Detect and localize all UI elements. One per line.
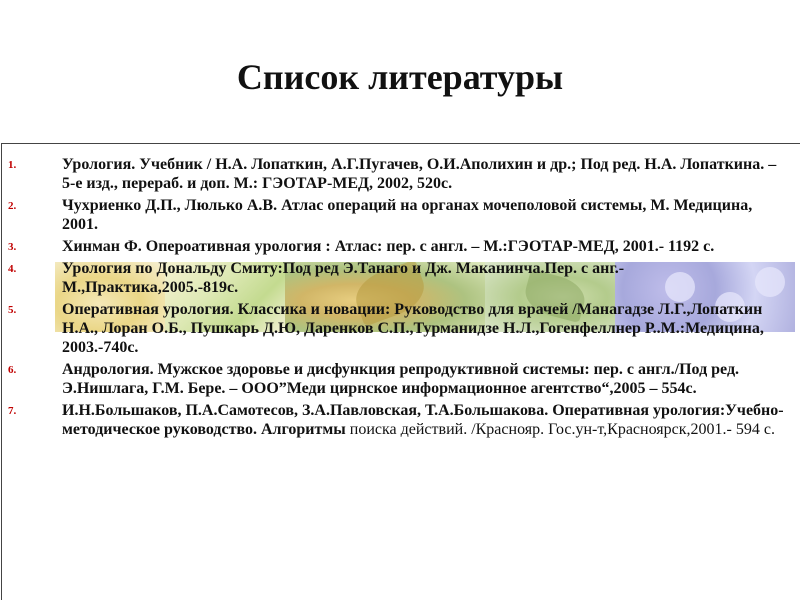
reference-item-2 <box>8 196 788 234</box>
reference-text: Урология. Учебник / Н.А. Лопаткин, А.Г.Пугачев, О.И.Аполихин и др.; Под ред. Н.А. Лопаткина. –5-е изд., перераб. и доп. М.: ГЭОТАР-МЕД, 2002, 520с. <box>62 156 777 192</box>
reference-item-6 <box>8 360 788 398</box>
reference-number: 6. <box>8 364 17 376</box>
reference-number: 7. <box>8 405 17 417</box>
reference-item-5 <box>8 300 788 357</box>
slide-title: Список литературы <box>236 57 564 97</box>
reference-text-bold: И.Н.Большаков, П.А.Самотесов, З.А.Павловская, Т.А.Большакова. Оперативная урология:Учебно-методическое руководство. Алгоритмы <box>62 402 784 438</box>
reference-text: Урология по Дональду Смиту:Под ред Э.Танаго и Дж. Маканинча.Пер. с анг.-М.,Практика,2005.-819с. <box>62 260 625 296</box>
reference-text: Хинман Ф. Опероативная урология : Атлас: пер. с англ. – М.:ГЭОТАР-МЕД, 2001.- 1192 с. <box>62 238 715 255</box>
reference-number: 4. <box>8 263 17 275</box>
reference-text: Чухриенко Д.П., Люлько А.В. Атлас операций на органах мочеполовой системы, М. Медицина, 2001. <box>62 197 753 233</box>
reference-text: Оперативная урология. Классика и новации: Руководство для врачей /Манагадзе Л.Г.,Лопаткин Н.А., Лоран О.Б., Пушкарь Д.Ю, Даренков С.П.,Турманидзе Н.Л.,Гогенфеллнер Р..М.:Медицина, 2003.-740с. <box>62 301 764 356</box>
reference-item-4 <box>8 259 788 297</box>
reference-number: 1. <box>8 159 17 171</box>
reference-list <box>8 155 788 442</box>
reference-text: Андрология. Мужское здоровье и дисфункция репродуктивной системы: пер. с англ./Под ред. Э.Нишлага, Г.М. Бере. – ООО”Меди цирнское информационное агентство“,2005 – 554с. <box>62 361 740 397</box>
reference-item-1 <box>8 155 788 193</box>
reference-number: 5. <box>8 304 17 316</box>
reference-number: 2. <box>8 200 17 212</box>
reference-item-7 <box>8 401 788 439</box>
reference-item-3 <box>8 237 788 256</box>
reference-text-normal: поиска действий. /Краснояр. Гос.ун-т,Красноярск,2001.- 594 с. <box>345 421 775 438</box>
reference-number: 3. <box>8 241 17 253</box>
